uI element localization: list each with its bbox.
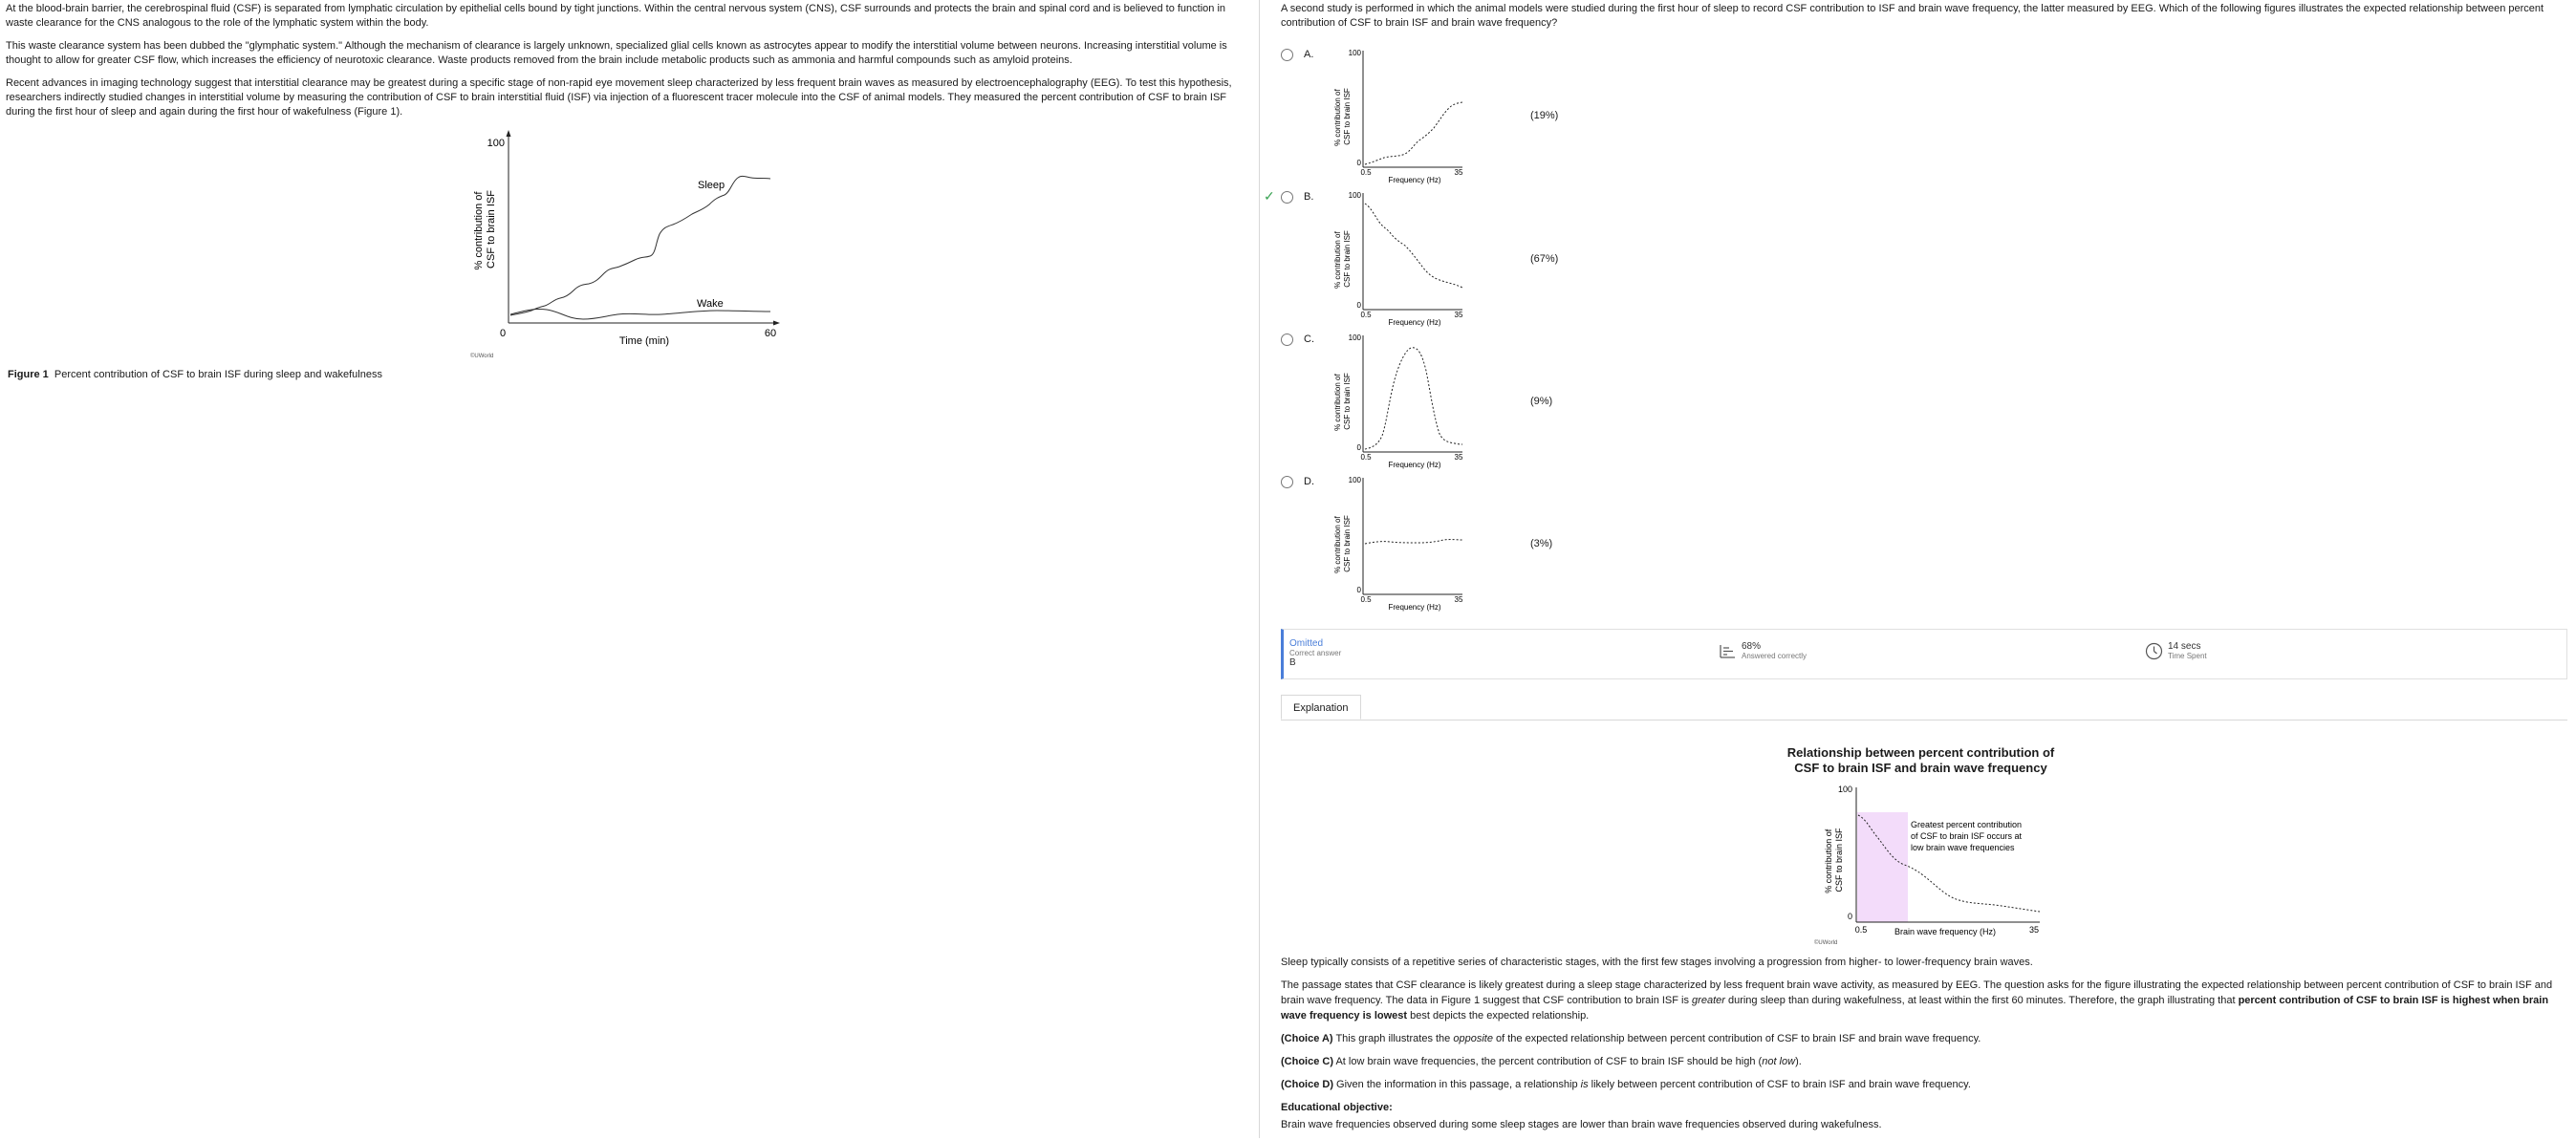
explanation-figure-graph — [1789, 778, 2047, 950]
svg-text:% contribution of CSF to: % contribution of CSF to brain ISF — [1333, 230, 1352, 289]
figure-1-x-min: 0 — [499, 328, 507, 339]
figure-1-caption-label: Figure 1 — [8, 369, 49, 380]
question-stem: A second study is performed in which the animal models were studied during the first hour of sleep to record CSF contribution to ISF and brain wave frequency, the latter measured by EEG. Which of the following figures illustrates the expected relationship between percent contribution of CSF to brain ISF and brain wave frequency? — [1281, 3, 2544, 29]
explanation-figure-title-line-1: Relationship between percent contribution of — [1786, 745, 2055, 760]
svg-text:0.5: 0.5 — [1360, 311, 1372, 319]
figure-1-xlabel: Time (min) — [618, 335, 670, 347]
svg-text:100: 100 — [1348, 333, 1361, 342]
tab-explanation[interactable]: Explanation — [1281, 695, 1361, 720]
svg-text:0.5: 0.5 — [1360, 453, 1372, 462]
passage-paragraph-1: At the blood-brain barrier, the cerebrospinal fluid (CSF) is separated from lymphatic circulation by epithelial cells bound by tight junctions. Within the central nervous system (CNS), CSF surrounds and protects the brain and spinal cord and is believed to function in waste clearance for the CNS analogous to the role of the lymphatic system within the body. — [6, 3, 1226, 29]
omitted-status: Omitted — [1289, 638, 1324, 649]
educational-objective-text: Brain wave frequencies observed during some sleep stages are lower than brain wave frequencies observed during wakefulness. — [1281, 1119, 1882, 1130]
educational-objective-label: Educational objective: — [1281, 1102, 1393, 1113]
svg-text:% contribution of CSF to: % contribution of CSF to brain ISF — [1824, 828, 1844, 893]
explanation-paragraph-1: Sleep typically consists of a repetitive series of characteristic stages, with the first few stages involving a progression from higher- to lower-frequency brain waves. — [1281, 957, 2033, 968]
time-spent-label: Time Spent — [2168, 652, 2207, 660]
svg-text:0: 0 — [1356, 443, 1361, 452]
figure-1-y-arrow — [507, 130, 511, 137]
figure-1-ylabel: % contribution of CSF to brain ISF — [473, 190, 497, 270]
svg-text:Frequency (Hz): Frequency (Hz) — [1388, 176, 1441, 184]
svg-text:% contribution of CSF to: % contribution of CSF to brain ISF — [1333, 515, 1352, 573]
figure-1-wake-curve — [510, 309, 770, 319]
choice-d-percent: (3%) — [1530, 538, 1553, 549]
choice-b-radio[interactable] — [1281, 191, 1293, 204]
choice-b-letter: B. — [1304, 191, 1314, 203]
svg-text:0.5: 0.5 — [1360, 168, 1372, 177]
correct-answer-label: Correct answer — [1289, 649, 1342, 657]
svg-text:0: 0 — [1847, 912, 1852, 921]
passage-pane — [0, 0, 1260, 1138]
choice-c-percent: (9%) — [1530, 396, 1553, 407]
svg-text:Frequency (Hz): Frequency (Hz) — [1388, 461, 1441, 469]
figure-1-x-arrow — [773, 321, 780, 326]
svg-text:% contribution of CSF to: % contribution of CSF to brain ISF — [1333, 373, 1352, 431]
figure-1-x-max: 60 — [764, 328, 777, 339]
svg-text:Frequency (Hz): Frequency (Hz) — [1388, 603, 1441, 612]
answer-status — [1289, 638, 1341, 668]
explanation-paragraph-2: The passage states that CSF clearance is likely greatest during a sleep stage characterized by less frequent brain wave activity, as measured by EEG. The question asks for the figure illustrating the expected relationship between percent contribution of CSF to brain ISF and brain wave frequency. The data in Figure 1 suggest that CSF contribution to brain ISF is greater during sleep than during wakefulness, at least within the first 60 minutes. Therefore, the graph illustrating that percent contribution of CSF to brain ISF is highest when brain wave frequency is lowest best depicts the expected relationship. — [1281, 979, 2553, 1022]
explanation-choice-d: (Choice D) Given the information in this passage, a relationship is likely between percent contribution of CSF to brain ISF and brain wave frequency. — [1281, 1079, 1971, 1090]
choice-d-graph[interactable] — [1323, 471, 1466, 616]
svg-text:100: 100 — [1348, 191, 1361, 200]
time-spent-value: 14 secs — [2168, 641, 2201, 652]
figure-1-graph — [459, 122, 784, 361]
percent-correct-label: Answered correctly — [1742, 652, 1808, 660]
svg-text:Brain wave frequency (Hz): Brain wave frequency (Hz) — [1894, 927, 1997, 936]
figure-1-caption — [8, 369, 382, 380]
choice-d-letter: D. — [1304, 476, 1314, 487]
stats-bars-icon — [1719, 642, 1736, 659]
explanation-text — [1281, 955, 2567, 1140]
explanation-choice-c: (Choice C) At low brain wave frequencies, the percent contribution of CSF to brain ISF should be high (not low). — [1281, 1056, 1802, 1067]
svg-text:100: 100 — [1348, 476, 1361, 484]
clock-icon — [2145, 642, 2163, 660]
choice-a-radio[interactable] — [1281, 49, 1293, 61]
svg-text:35: 35 — [1454, 168, 1463, 177]
svg-text:35: 35 — [1454, 453, 1463, 462]
svg-text:% contribution of CSF to: % contribution of CSF to brain ISF — [1333, 88, 1352, 146]
svg-text:0.5: 0.5 — [1854, 925, 1868, 935]
explanation-figure-title-line-2: CSF to brain ISF and brain wave frequency — [1794, 761, 2047, 775]
choice-c-letter: C. — [1304, 333, 1314, 345]
figure-1-sleep-label: Sleep — [698, 180, 725, 191]
figure-1-caption-text: Percent contribution of CSF to brain ISF during sleep and wakefulness — [54, 369, 382, 380]
svg-text:35: 35 — [1454, 595, 1463, 604]
correct-answer-value: B — [1289, 657, 1296, 668]
figure-1-sleep-curve — [510, 176, 770, 315]
choice-a-letter: A. — [1304, 49, 1314, 60]
choice-c-radio[interactable] — [1281, 333, 1293, 346]
percent-correct-value: 68% — [1742, 641, 1762, 652]
svg-text:0: 0 — [1356, 301, 1361, 310]
explanation-watermark: ©UWorld — [1814, 940, 1838, 946]
answer-stats-bar — [1281, 629, 2567, 679]
svg-text:0.5: 0.5 — [1360, 595, 1372, 604]
low-frequency-highlight — [1857, 812, 1908, 922]
svg-text:0: 0 — [1356, 586, 1361, 594]
figure-1-y-max: 100 — [487, 138, 505, 149]
svg-text:Frequency (Hz): Frequency (Hz) — [1388, 318, 1441, 327]
educational-objective — [1281, 1100, 2567, 1115]
figure-1-wake-label: Wake — [697, 298, 724, 310]
question-pane — [1266, 0, 2576, 1138]
svg-text:100: 100 — [1837, 785, 1852, 794]
svg-text:35: 35 — [2028, 925, 2040, 935]
svg-text:35: 35 — [1454, 311, 1463, 319]
explanation-annotation: Greatest percent contribution of CSF to brain ISF occurs at low brain wave frequencies — [1911, 820, 2023, 852]
figure-1-watermark: ©UWorld — [470, 354, 494, 359]
choice-b-graph[interactable] — [1323, 186, 1466, 332]
explanation-tab-bar — [1281, 695, 2567, 721]
choice-d-radio[interactable] — [1281, 476, 1293, 488]
explanation-figure-title — [1266, 745, 2576, 776]
choice-c-graph[interactable] — [1323, 329, 1466, 474]
choice-a-graph[interactable] — [1323, 44, 1466, 189]
passage-paragraph-2: This waste clearance system has been dubbed the "glymphatic system." Although the mechanism of clearance is largely unknown, specialized glial cells known as astrocytes appear to modify the interstitial volume between neurons. Increasing interstitial volume is thought to allow for greater CSF flow, which increases the efficiency of neurotoxic clearance. Waste products removed from the brain include metabolic products such as ammonia and harmful compounds such as amyloid proteins. — [6, 40, 1227, 66]
choice-a-percent: (19%) — [1530, 110, 1559, 121]
svg-text:100: 100 — [1348, 49, 1361, 57]
svg-text:0: 0 — [1356, 159, 1361, 167]
choice-b-percent: (67%) — [1530, 253, 1559, 265]
passage-paragraph-3: Recent advances in imaging technology suggest that interstitial clearance may be greatest during a specific stage of non-rapid eye movement sleep characterized by less frequent brain waves as measured by electroencephalography (EEG). To test this hypothesis, researchers indirectly studied changes in interstitial volume by measuring the contribution of CSF to brain interstitial fluid (ISF) via injection of a fluorescent tracer molecule into the CSF of animal models. They measured the percent contribution of CSF to brain ISF during the first hour of sleep and again during the first hour of wakefulness (Figure 1). — [6, 77, 1232, 118]
correct-check-icon: ✓ — [1264, 188, 1275, 204]
explanation-choice-a: (Choice A) This graph illustrates the opposite of the expected relationship between percent contribution of CSF to brain ISF and brain wave frequency. — [1281, 1033, 1981, 1044]
